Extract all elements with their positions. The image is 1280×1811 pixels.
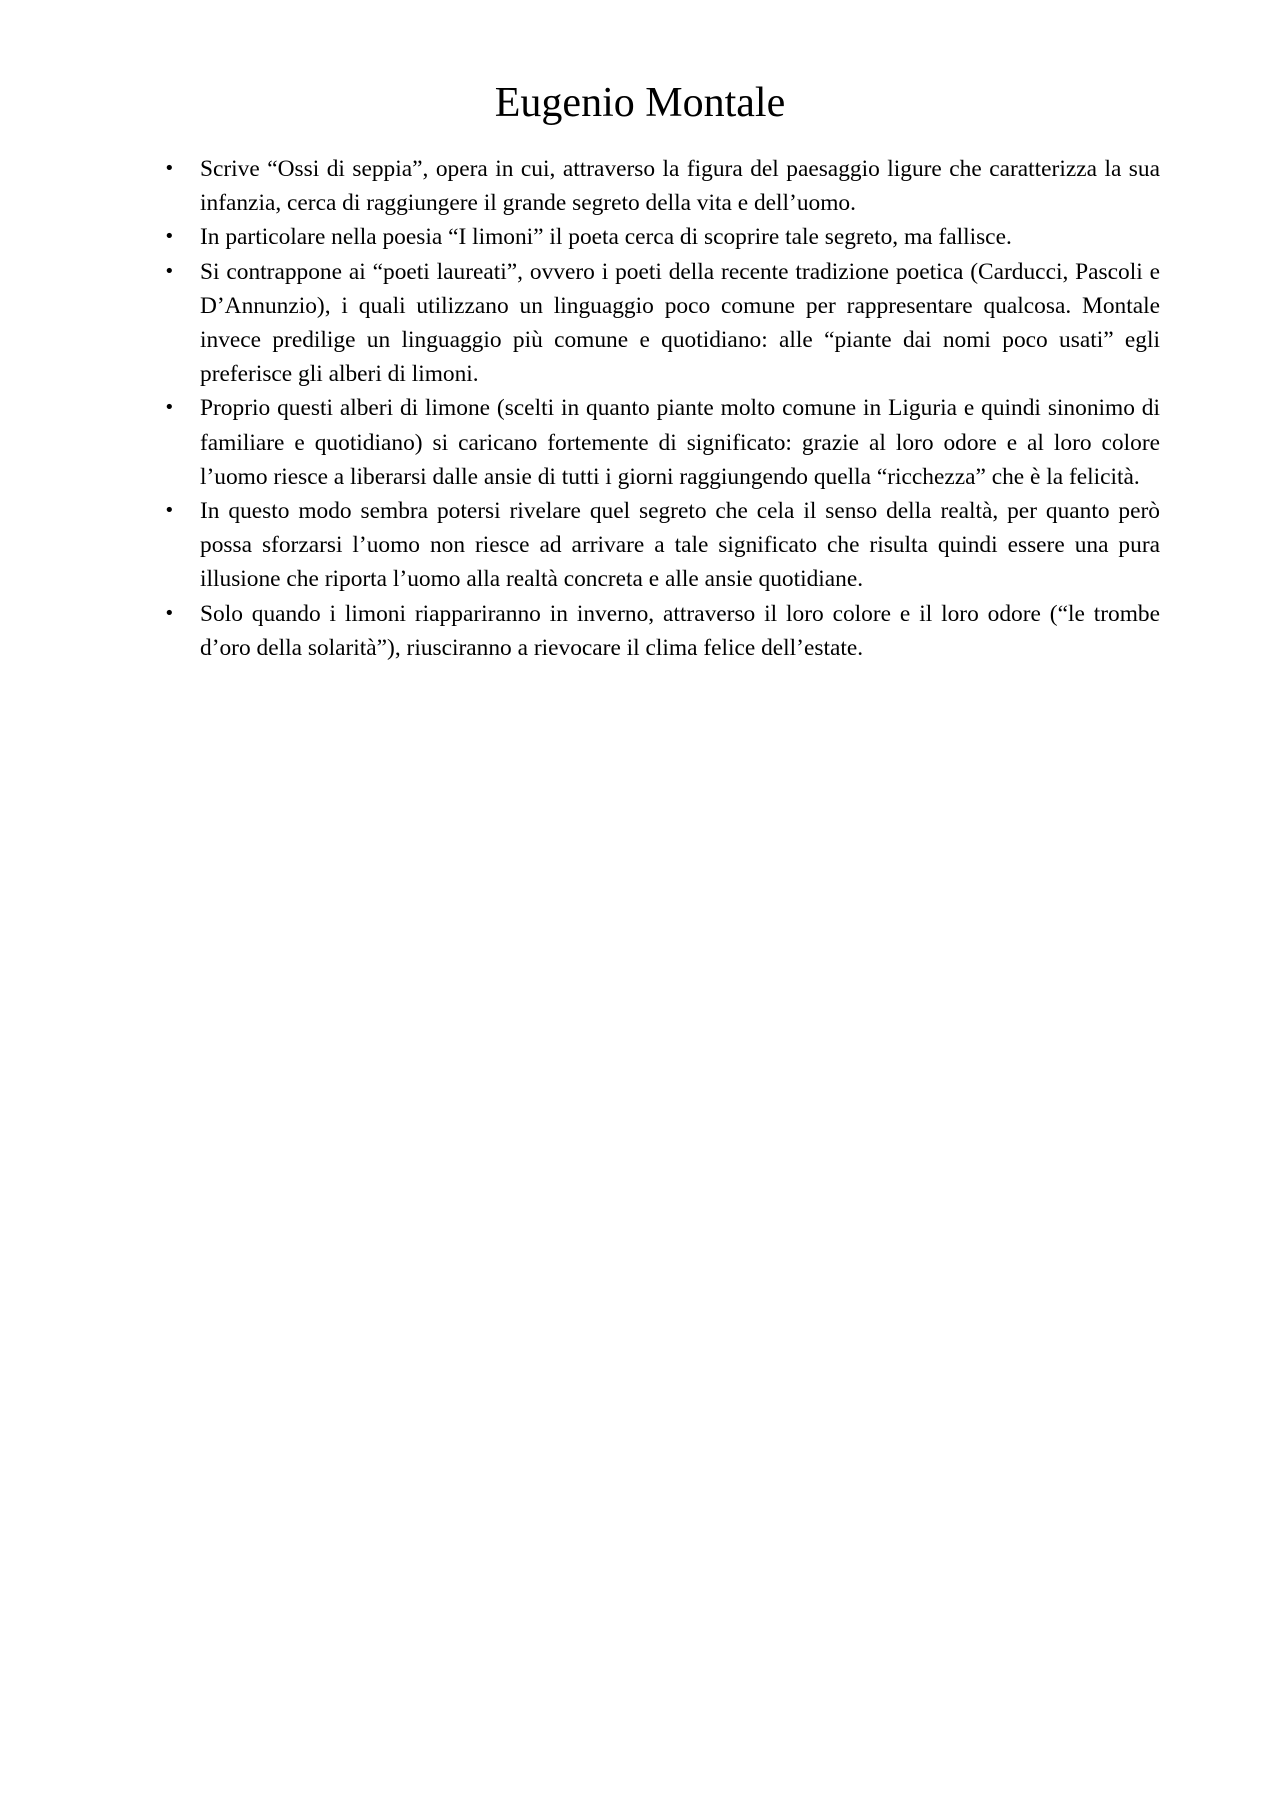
list-item-text: Proprio questi alberi di limone (scelti in quanto piante molto comune in Liguria e quindi sinonimo di familiare e quotidiano) si caricano fortemente di significato: grazie al loro odore e al loro colore l’uomo riesce a liberarsi dalle ansie di tutti i giorni raggiungendo quella “ricchezza” che è la felicità.	[200, 395, 1160, 490]
bullet-icon: •	[164, 500, 175, 522]
list-item	[164, 494, 1160, 597]
list-item	[164, 152, 1160, 220]
bullet-icon: •	[164, 397, 175, 419]
list-item-text: Si contrappone ai “poeti laureati”, ovvero i poeti della recente tradizione poetica (Carducci, Pascoli e D’Annunzio), i quali utilizzano un linguaggio poco comune per rappresentare qualcosa. Montale invece predilige un linguaggio più comune e quotidiano: alle “piante dai nomi poco usati” egli preferisce gli alberi di limoni.	[200, 258, 1160, 388]
page-title: Eugenio Montale	[494, 80, 786, 126]
list-item	[164, 391, 1160, 494]
bullet-icon: •	[164, 602, 175, 624]
bullet-icon: •	[164, 158, 175, 179]
list-item-text: Solo quando i limoni riappariranno in inverno, attraverso il loro colore e il loro odore (“le trombe d’oro della solarità”), riusciranno a rievocare il clima felice dell’estate.	[200, 600, 1160, 661]
bullet-icon: •	[164, 226, 175, 248]
list-item-text: Scrive “Ossi di seppia”, opera in cui, attraverso la figura del paesaggio ligure che caratterizza la sua infanzia, cerca di raggiungere il grande segreto della vita e dell’uomo.	[200, 156, 1160, 217]
list-item	[164, 255, 1160, 392]
list-item	[164, 220, 1160, 254]
bullet-icon: •	[164, 260, 175, 282]
list-item	[164, 597, 1160, 665]
bullet-list	[164, 152, 1160, 665]
list-item-text: In particolare nella poesia “I limoni” il poeta cerca di scoprire tale segreto, ma fallisce.	[200, 224, 1012, 251]
list-item-text: In questo modo sembra potersi rivelare quel segreto che cela il senso della realtà, per quanto però possa sforzarsi l’uomo non riesce ad arrivare a tale significato che risulta quindi essere una pura illusione che riporta l’uomo alla realtà concreta e alle ansie quotidiane.	[200, 498, 1160, 593]
